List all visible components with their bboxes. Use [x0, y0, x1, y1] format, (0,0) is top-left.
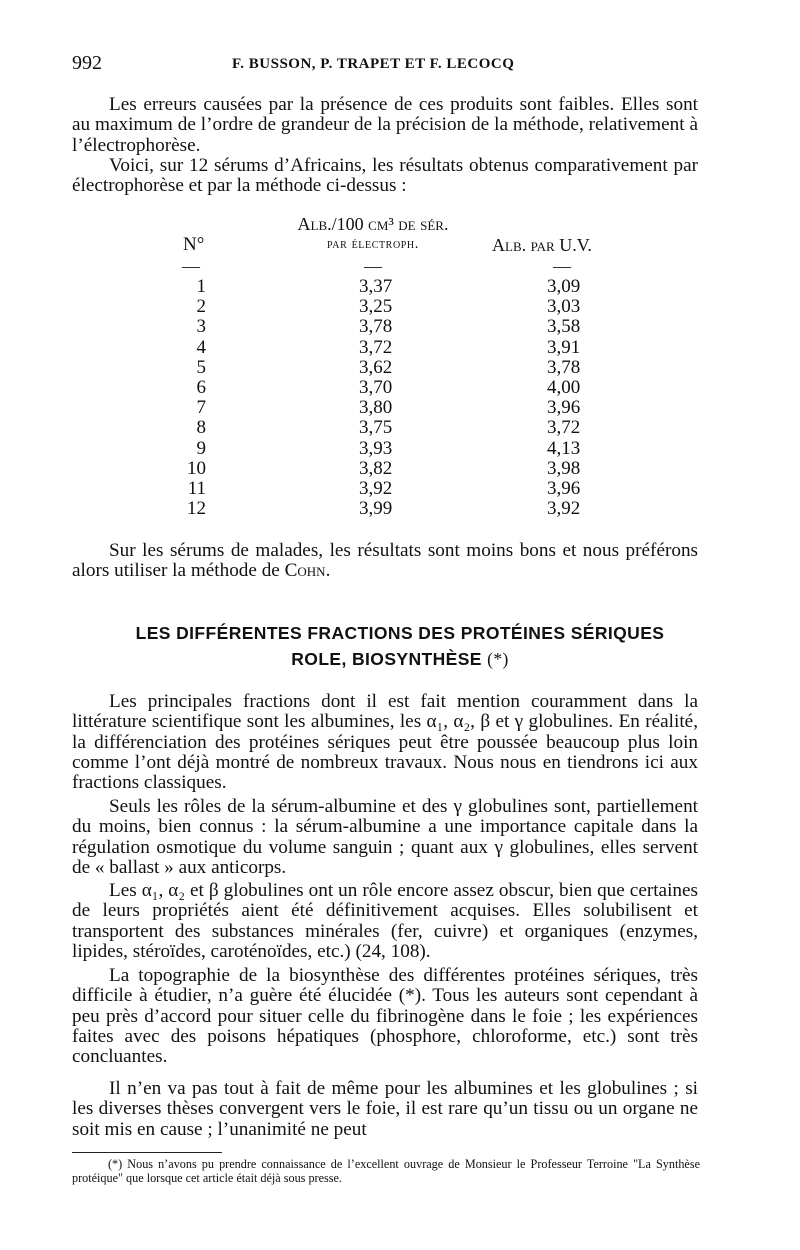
paragraph-fractions: Les principales fractions dont il est fait mention couramment dans la littérature scientifique sont les albumines, les α₁, α₂, β et γ globulines. En réalité, la différenciation des protéines sériques peut être poussée beaucoup plus loin comme l’ont déjà montré de nombreux travaux. Nous nous en tiendrons ici aux fractions classiques.: [72, 691, 698, 794]
paragraph-patients-text: Sur les sérums de malades, les résultats sont moins bons et nous préférons alors utiliser la méthode de: [72, 540, 698, 582]
cell-uv: 3,09: [547, 276, 581, 297]
paragraph-roles: Seuls les rôles de la sérum-albumine et des γ globulines sont, partiellement du moins, bien connus : la sérum-albumine a une importance capitale dans la régulation osmotique du volume sanguin ; quant aux γ globulines, elles servent de « ballast » aux anticorps.: [72, 796, 698, 878]
section-title-line2: [72, 649, 728, 670]
cell-uv: 3,98: [547, 457, 581, 479]
table-row: [0, 459, 800, 479]
table-row: [0, 317, 800, 337]
cell-number: 9: [196, 437, 206, 459]
page-header: [72, 52, 700, 82]
paragraph-patients-end: .: [325, 560, 331, 582]
table-dash-number: —: [182, 256, 200, 276]
cell-number: 3: [196, 316, 206, 338]
table-row: [0, 297, 800, 317]
cell-electrophoresis: 3,99: [359, 498, 393, 520]
cell-number: 2: [196, 296, 206, 318]
cell-number: 4: [196, 336, 206, 358]
cell-number: 12: [187, 498, 206, 520]
cell-number: 5: [196, 356, 206, 378]
table-header-electrophoresis-line1: Alb./100 cm³ de sér.: [297, 214, 449, 234]
table-header-electrophoresis-line2: par électroph.: [327, 236, 419, 252]
table-row: [0, 398, 800, 418]
cell-number: 11: [187, 477, 206, 499]
cell-electrophoresis: 3,37: [359, 276, 393, 297]
cell-electrophoresis: 3,82: [359, 457, 393, 479]
cell-number: 6: [196, 376, 206, 398]
cell-uv: 3,03: [547, 296, 581, 318]
footnote-reference: (*): [487, 649, 509, 669]
cell-number: 10: [187, 457, 206, 479]
table-dash-uv: —: [553, 256, 571, 276]
paragraph-globulins: Les α₁, α₂ et β globulines ont un rôle encore assez obscur, bien que certaines de leurs propriétés aient été définitivement acquises. Elles solubilisent et transportent des substances minérales (fer, cuivre) et organiques (enzymes, lipides, stéroïdes, caroténoïdes, etc.) (24, 108).: [72, 880, 698, 962]
page-number: 992: [72, 52, 102, 74]
cell-uv: 4,13: [547, 437, 581, 459]
table-header-uv: Alb. par U.V.: [492, 235, 592, 255]
cell-electrophoresis: 3,92: [359, 477, 393, 499]
cell-electrophoresis: 3,75: [359, 417, 393, 439]
footnote: (*) Nous n’avons pu prendre connaissance de l’excellent ouvrage de Monsieur le Professeur Terroine "La Synthèse protéique" que lorsque cet article était déjà sous presse.: [72, 1157, 700, 1185]
cell-uv: 4,00: [547, 376, 581, 398]
footnote-divider: [72, 1152, 222, 1153]
cell-uv: 3,96: [547, 397, 581, 419]
table-row: [0, 439, 800, 459]
table-row: [0, 277, 800, 297]
cell-electrophoresis: 3,62: [359, 356, 393, 378]
paragraph-results-intro: Voici, sur 12 sérums d’Africains, les résultats obtenus comparativement par électrophorèse et par la méthode ci-dessus :: [72, 155, 698, 197]
cell-uv: 3,58: [547, 316, 581, 338]
author-name-cohn: Cohn: [284, 560, 326, 582]
table-row: [0, 378, 800, 398]
results-table: [0, 277, 800, 519]
cell-uv: 3,78: [547, 356, 581, 378]
table-dash-electrophoresis: —: [364, 256, 382, 276]
table-row: [0, 338, 800, 358]
section-title-line2-text: ROLE, BIOSYNTHÈSE: [291, 649, 482, 669]
table-header-number: N°: [183, 234, 205, 255]
cell-electrophoresis: 3,93: [359, 437, 393, 459]
table-row: [0, 499, 800, 519]
table-row: [0, 479, 800, 499]
cell-electrophoresis: 3,25: [359, 296, 393, 318]
section-title-line1: LES DIFFÉRENTES FRACTIONS DES PROTÉINES SÉRIQUES: [135, 623, 665, 643]
cell-number: 7: [196, 397, 206, 419]
table-row: [0, 418, 800, 438]
cell-uv: 3,92: [547, 498, 581, 520]
paragraph-patients: [72, 541, 698, 582]
table-row: [0, 358, 800, 378]
cell-uv: 3,91: [547, 336, 581, 358]
paragraph-albumins: Il n’en va pas tout à fait de même pour les albumines et les globulines ; si les diverses thèses convergent vers le foie, il est rare qu’un tissu ou un organe ne soit mis en cause ; l’unanimité ne peut: [72, 1078, 698, 1140]
running-head: F. BUSSON, P. TRAPET ET F. LECOCQ: [232, 56, 515, 72]
paragraph-errors: Les erreurs causées par la présence de ces produits sont faibles. Elles sont au maximum de l’ordre de grandeur de la précision de la méthode, relativement à l’électrophorèse.: [72, 94, 698, 156]
cell-uv: 3,96: [547, 477, 581, 499]
cell-electrophoresis: 3,78: [359, 316, 393, 338]
cell-uv: 3,72: [547, 417, 581, 439]
cell-electrophoresis: 3,72: [359, 336, 393, 358]
cell-electrophoresis: 3,80: [359, 397, 393, 419]
table-header-electrophoresis: [268, 214, 478, 254]
paragraph-biosynthesis: La topographie de la biosynthèse des différentes protéines sériques, très difficile à étudier, n’a guère été élucidée (*). Tous les auteurs sont cependant à peu près d’accord pour situer celle du fibrinogène dans le foie ; les expériences faites avec des poisons hépatiques (phosphore, chloroforme, etc.) sont très concluantes.: [72, 965, 698, 1068]
cell-electrophoresis: 3,70: [359, 376, 393, 398]
cell-number: 8: [196, 417, 206, 439]
cell-number: 1: [196, 276, 206, 297]
